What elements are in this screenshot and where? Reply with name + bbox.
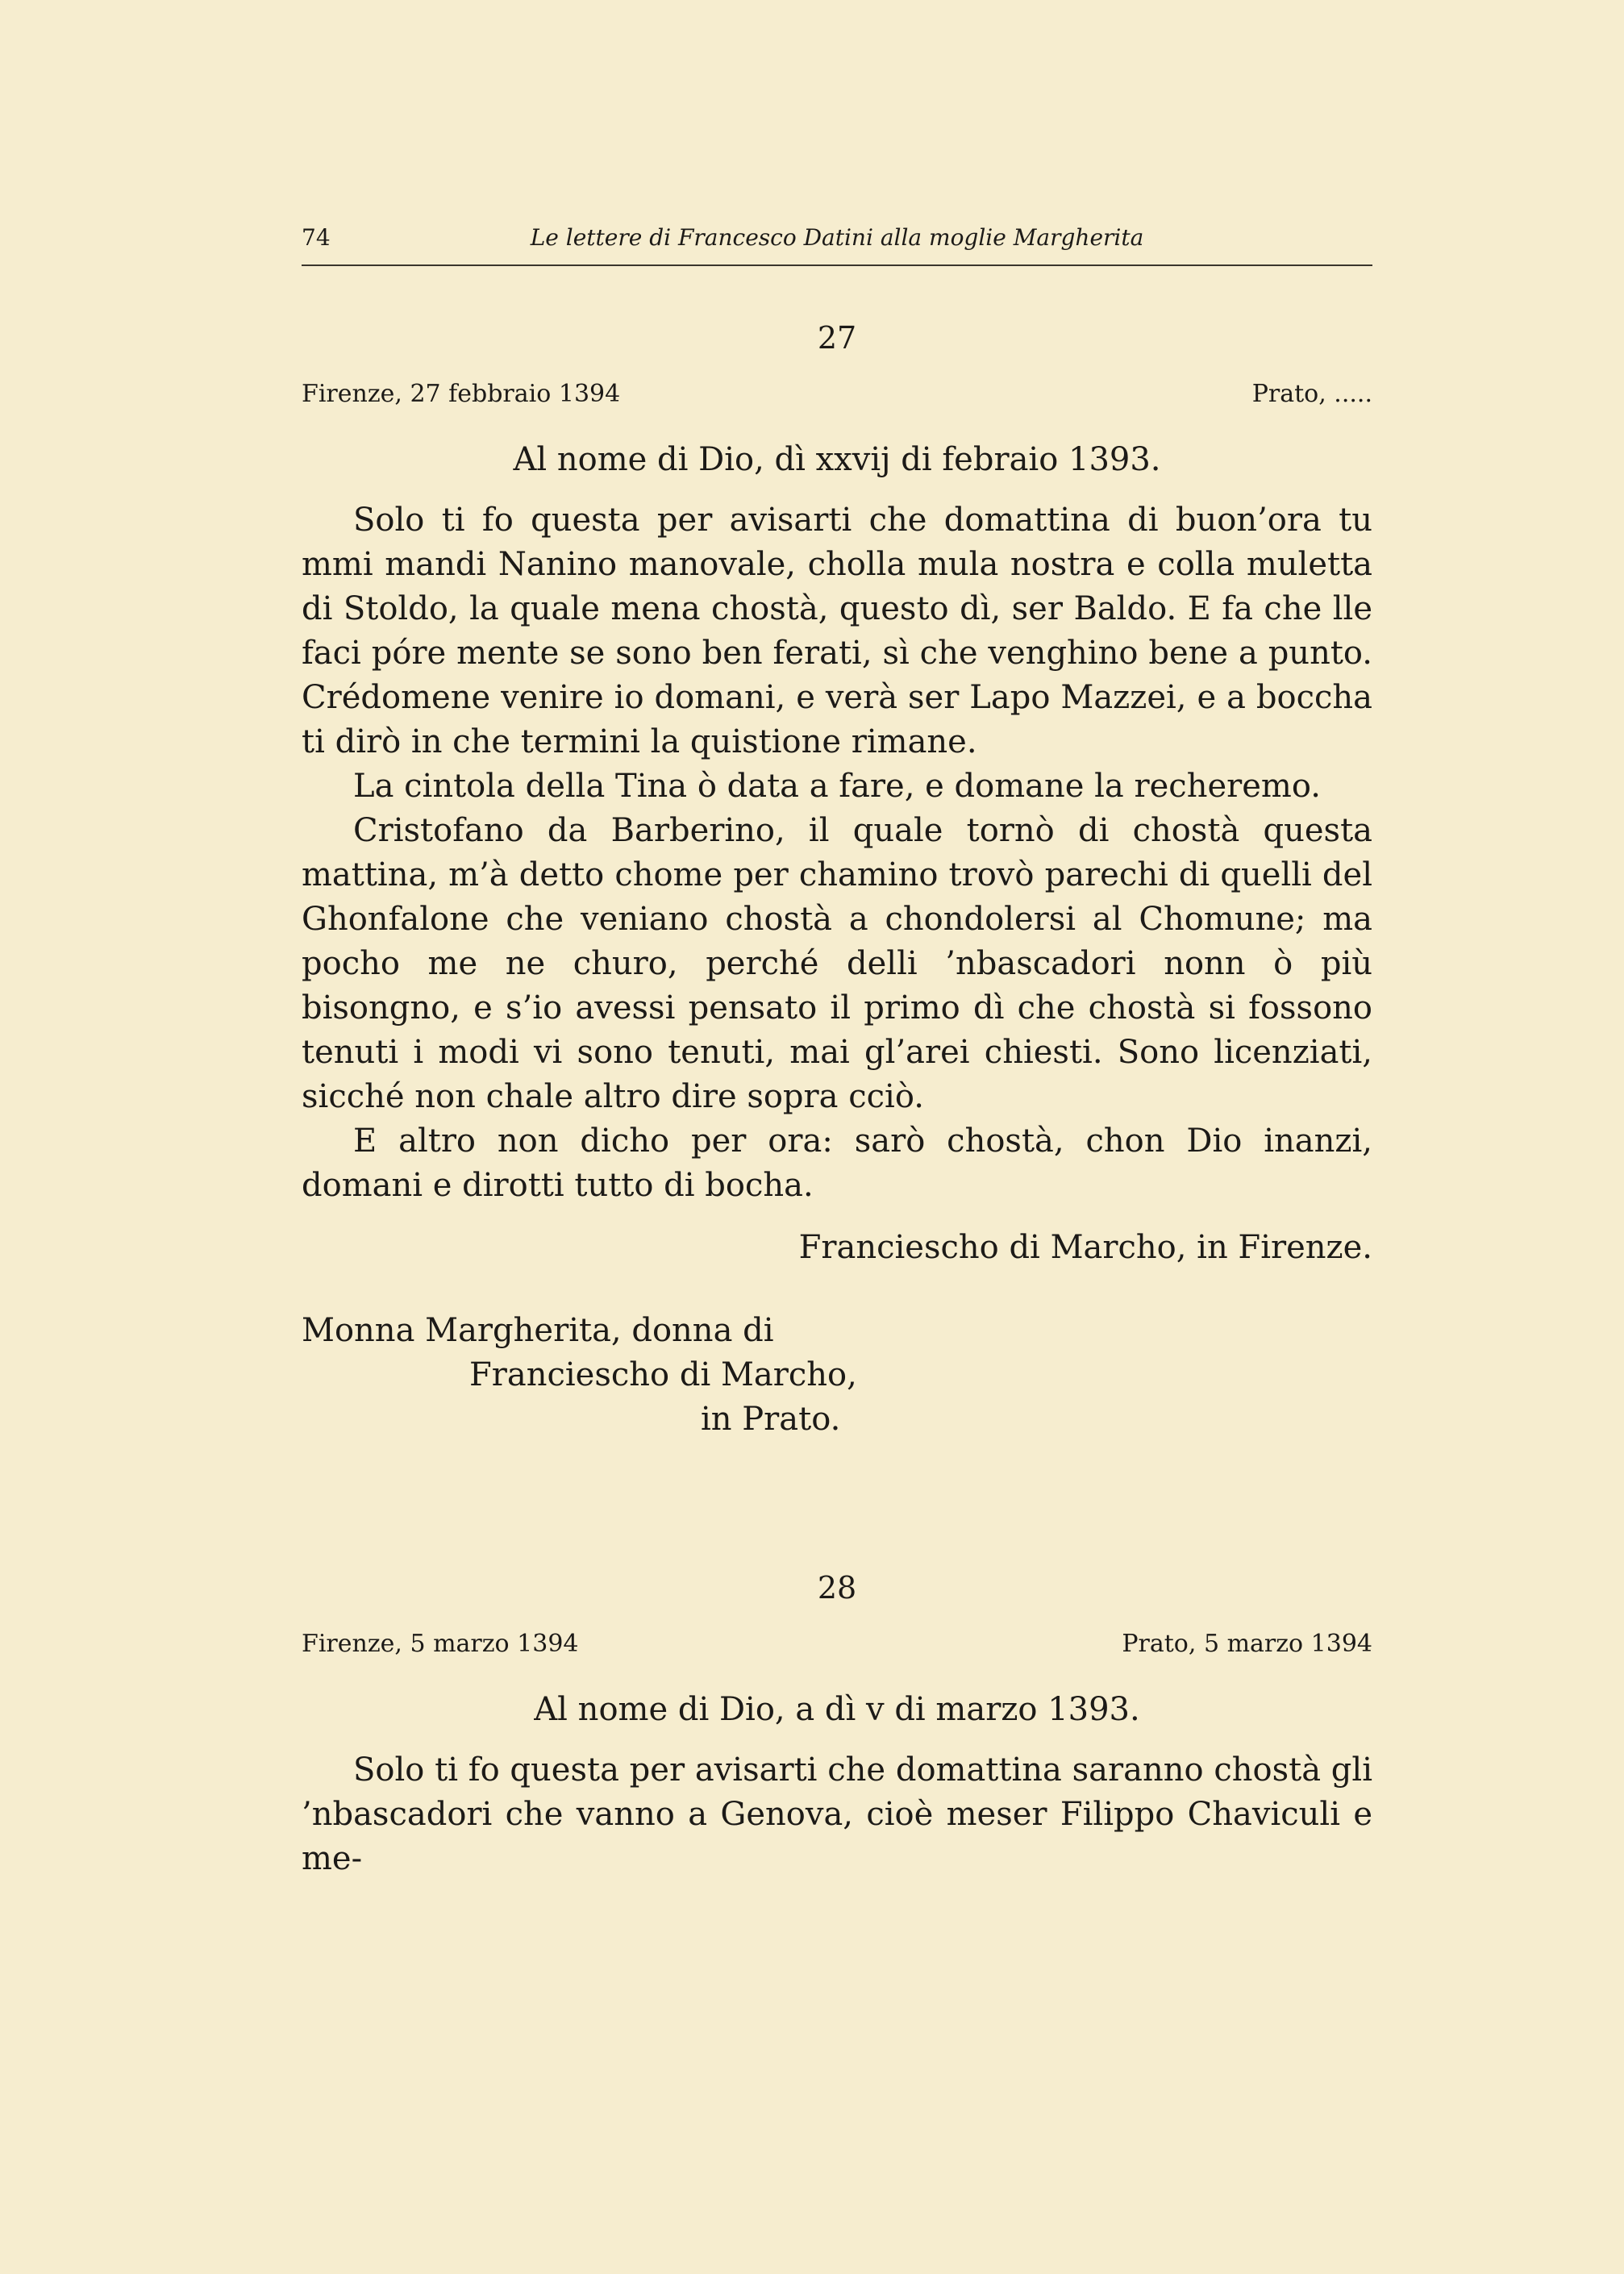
place-to: Prato, ..... — [1251, 380, 1372, 408]
paragraph: E altro non dicho per ora: sarò chostà, chon Dio inanzi, domani e dirotti tutto di bocha. — [302, 1122, 1372, 1204]
signature: Franciescho di Marcho, in Firenze. — [798, 1229, 1372, 1266]
address-block — [302, 1309, 1372, 1442]
running-header — [302, 224, 1372, 266]
place-date-line — [302, 374, 1372, 414]
letter-number: 28 — [817, 1570, 857, 1606]
letter-body — [302, 1748, 1372, 1881]
place-from: Firenze, 5 marzo 1394 — [302, 1630, 579, 1658]
paragraph: La cintola della Tina ò data a fare, e domane la recheremo. — [353, 768, 1321, 805]
letter-heading: Al nome di Dio, a dì v di marzo 1393. — [534, 1691, 1140, 1728]
place-from: Firenze, 27 febbraio 1394 — [302, 380, 621, 408]
place-to: Prato, 5 marzo 1394 — [1122, 1630, 1372, 1658]
letter-body — [302, 498, 1372, 1208]
letter-28 — [302, 1568, 1372, 1881]
letter-heading: Al nome di Dio, dì xxvij di febraio 1393. — [513, 441, 1161, 478]
paragraph: Cristofano da Barberino, il quale tornò di chostà questa mattina, m’à detto chome per chamino trovò parechi di quelli del Ghonfalone che veniano chostà a chondolersi al Chomune; ma pocho me ne churo, perché delli ’nbascadori nonn ò più bisongno, e s’io avessi pensato il primo dì che chostà si fossono tenuti i modi vi sono tenuti, mai gl’arei chiesti. Sono licenziati, sicché non chale altro dire sopra cciò. — [302, 812, 1372, 1115]
place-date-line — [302, 1624, 1372, 1664]
address-line: Franciescho di Marcho, — [469, 1356, 857, 1393]
paragraph: Solo ti fo questa per avisarti che domattina di buon’ora tu mmi mandi Nanino manovale, cholla mula nostra e colla muletta di Stoldo, la quale mena chostà, questo dì, ser Baldo. E fa che lle faci póre mente se sono ben ferati, sì che venghino bene a punto. Crédomene venire io domani, e verà ser Lapo Mazzei, e a boccha ti dirò in che termini la quistione rimane. — [302, 502, 1372, 760]
letter-27 — [302, 318, 1372, 1442]
page-number: 74 — [302, 224, 331, 251]
address-line: in Prato. — [701, 1401, 841, 1438]
letter-number: 27 — [817, 320, 857, 356]
running-title: Le lettere di Francesco Datini alla moglie Margherita — [530, 224, 1144, 251]
paragraph: Solo ti fo questa per avisarti che domattina saranno chostà gli ’nbascadori che vanno a Genova, cioè meser Filippo Chaviculi e me- — [302, 1751, 1372, 1877]
address-line: Monna Margherita, donna di — [302, 1312, 774, 1349]
